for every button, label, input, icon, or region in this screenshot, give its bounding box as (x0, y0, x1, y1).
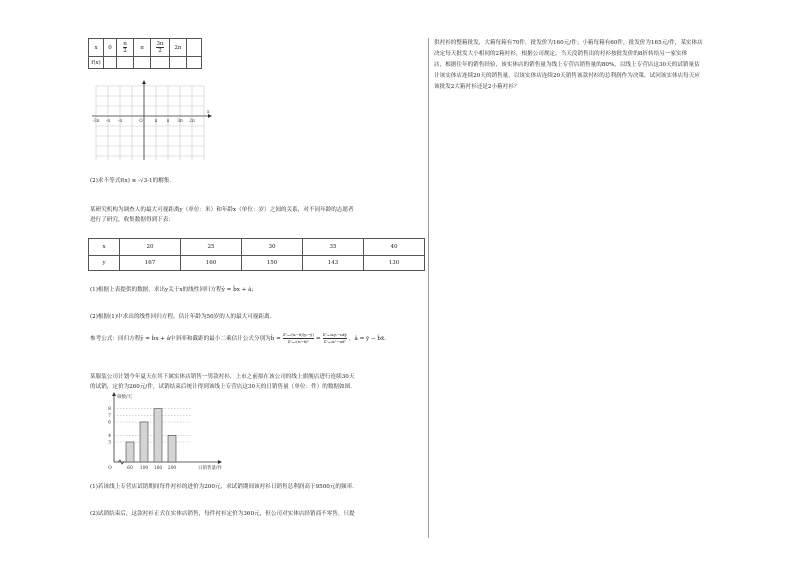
frac-den: 2 (158, 48, 162, 54)
frac-den: Σⁿᵢ₌₁(xᵢ−x̄)² (287, 339, 309, 344)
table-cell: 20 (120, 239, 181, 256)
table-cell: 167 (120, 256, 181, 271)
table-header-x: x (89, 39, 104, 57)
tick-label: O (139, 118, 143, 123)
table-cell: 150 (242, 256, 303, 271)
column-separator (428, 38, 429, 538)
table-row-label: x (89, 239, 120, 256)
origin-label: O (108, 466, 112, 471)
table-cell: 30 (242, 239, 303, 256)
formula-suffix: ，â = ȳ − b̂x̄. (348, 335, 386, 342)
table-cell-empty (170, 57, 187, 69)
table-cell: 160 (181, 256, 242, 271)
y-tick-label: 7 (108, 413, 111, 419)
tick-label: 2π (189, 118, 195, 123)
x-axis-label: x (207, 109, 210, 114)
x-tick-label: 200 (167, 466, 177, 471)
formula-equals: = (315, 335, 321, 342)
table-header-pi: π (134, 39, 151, 57)
right-line-3: 店，根据往年的销售经验，该实体店的销售量为线上专营店销售量的80%，以线上专营店这30天的试销量估 (434, 62, 700, 68)
p2-q1: (1)根据上表提供的数据，求出y关于x的线性回归方程ŷ = b̂x + â； (90, 287, 258, 293)
frac-num: π (123, 41, 127, 47)
table-cell: 40 (364, 239, 425, 256)
y-axis-arrow (142, 80, 146, 84)
reference-formula (90, 332, 386, 345)
y-axis-label: 频数/天 (117, 395, 133, 400)
table-row-label: y (89, 256, 120, 271)
frac-num: Σⁿᵢ₌₁xᵢyᵢ−nx̄ȳ (322, 332, 347, 337)
tick-label: -3π (92, 118, 100, 123)
p3-intro-line1: 某服装公司计划今年夏天在其下属实体店销售一男款衬衫，上市之前拟在该公司的线上旗舰店进行连续30天 (90, 374, 355, 380)
bar (126, 442, 134, 462)
x-axis-arrow (218, 460, 222, 464)
table-header-pi-half (117, 39, 134, 57)
value-table (88, 38, 202, 69)
table-cell-empty (134, 57, 151, 69)
tick-label: -π (105, 118, 111, 123)
table-row-label-fx: f(x) (89, 57, 104, 69)
formula-fraction-2 (323, 332, 347, 345)
table-cell: 35 (303, 239, 364, 256)
table-cell-empty (104, 57, 117, 69)
formula-fraction-1 (283, 332, 314, 345)
q2-inequality: (2)求不等式f(x) ≤ -√3-1的解集. (90, 178, 172, 184)
x-tick-label: 160 (153, 466, 163, 471)
frac-num: Σⁿᵢ₌₁(xᵢ−x̄)(yᵢ−ȳ) (282, 332, 314, 337)
tick-label: 3π (177, 118, 183, 123)
table-cell: 143 (303, 256, 364, 271)
p2-q2: (2)根据(1)中求出的线性回归方程，估计年龄为50岁的人的最大可视距离. (90, 314, 272, 320)
tick-label: π (154, 118, 158, 123)
frac-num: 3π (156, 41, 164, 47)
right-line-4: 计该实体店连续20天的销售量，以该实体店连续20天销售该款衬衫的总利润作为决策，试问该实体店每天应 (434, 73, 700, 79)
p3-q1: (1)若该线上专营店试销期间每件衬衫的进价为200元，求试销期间该衬衫日销售总利润高于9500元的频率. (90, 484, 354, 490)
formula-prefix: 参考公式：回归方程ŷ = b̂x + â中斜率和截距的最小二乘估计公式分别为b̂ = (90, 335, 281, 342)
right-line-5: 该批发2大箱衬衫还是2小箱衬衫？ (434, 84, 520, 90)
table-cell: 130 (364, 256, 425, 271)
frac-den: 2 (123, 48, 127, 54)
data-table (88, 238, 425, 271)
y-tick-label: 8 (108, 407, 111, 413)
bar (140, 422, 148, 462)
p2-intro-line1: 某研究机构为调查人的最大可视距离y（单位：米）和年龄x（单位：岁）之间的关系，对不同年龄的志愿者 (90, 207, 354, 213)
tick-label: -π (117, 118, 123, 123)
table-header-0: 0 (104, 39, 117, 57)
x-tick-label: 100 (139, 466, 149, 471)
p2-intro-line2: 进行了研究，收集数据得到下表： (90, 217, 174, 223)
x-tick-label: 60 (127, 466, 133, 471)
right-line-1: 供衬衫的整箱批发，大箱每箱有70件，批发价为160元/件；小箱每箱有60件，批发价为165元/件，某实体店 (434, 40, 703, 46)
y-axis-arrow (112, 392, 116, 396)
table-cell-empty (151, 57, 170, 69)
bar-chart (92, 392, 232, 474)
table-header-2pi: 2π (170, 39, 187, 57)
right-line-2: 决定每天批发大小相同的2箱衬衫，根据公司规定，当天没销售出的衬衫按批发价的8折转给另一家实体 (434, 51, 688, 57)
table-cell-empty (117, 57, 134, 69)
y-tick-label: 4 (108, 433, 111, 439)
tick-label: π (166, 118, 170, 123)
table-cell-empty (187, 39, 202, 57)
y-tick-label: 6 (108, 420, 111, 426)
y-tick-label: 3 (108, 440, 111, 446)
bar (154, 409, 162, 462)
table-cell: 25 (181, 239, 242, 256)
table-cell-empty (187, 57, 202, 69)
x-axis-arrow (208, 114, 212, 118)
coordinate-grid (88, 80, 212, 164)
frac-den: Σⁿᵢ₌₁xᵢ²−nx̄² (323, 339, 346, 344)
p3-intro-line2: 的试销，定价为260元/件，试销结束后统计得到该线上专营店这30天的日销售量（单位：件）的数据如图. (90, 384, 352, 390)
p3-q2: (2)试销结束后，这款衬衫正式在实体店销售，每件衬衫定价为360元，但公司对实体店经销商不零售，只提 (90, 511, 355, 517)
bar (168, 435, 176, 462)
x-axis-label: 日销售量/件 (197, 466, 223, 471)
table-header-3pi-half (151, 39, 170, 57)
